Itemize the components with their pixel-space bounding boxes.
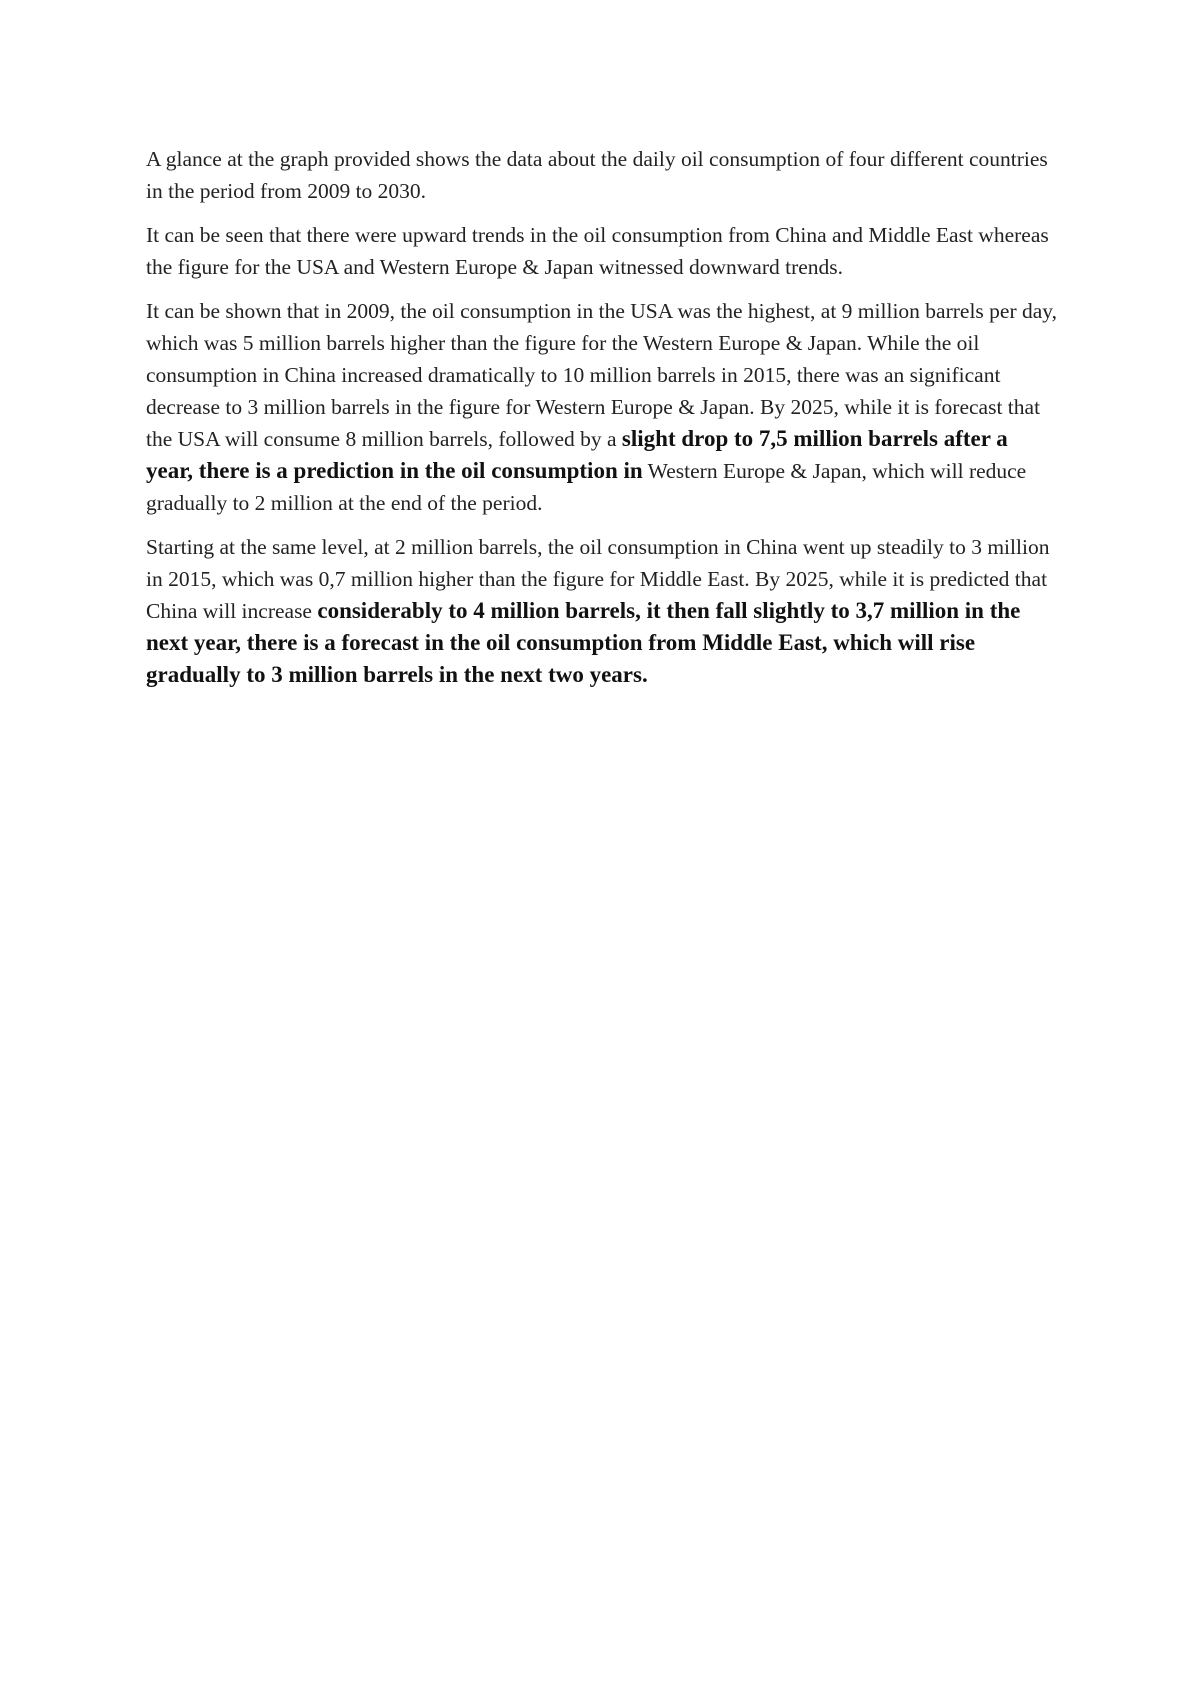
paragraph-overview xyxy=(146,219,1058,283)
paragraph-intro xyxy=(146,143,1058,207)
paragraph-text: A glance at the graph provided shows the data about the daily oil consumption of four different countries in the period from 2009 to 2030. xyxy=(146,147,1048,203)
paragraph-text: Western Europe & Japan, which will reduce gradually to 2 million at the end of the period. xyxy=(146,459,1027,515)
paragraph-text: Starting at the same level, at 2 million barrels, the oil consumption in China went up steadily to 3 million in 2015, which was 0,7 million higher than the figure for Middle East. By 2025, while it is predicted that China will increase xyxy=(146,535,1050,623)
bold-text: slight drop to 7,5 million barrels after a year, there is a prediction in the oil consumption in xyxy=(146,426,1008,483)
document-body xyxy=(146,143,1058,703)
paragraph-usa-europe xyxy=(146,295,1058,519)
paragraph-text: It can be seen that there were upward trends in the oil consumption from China and Middle East whereas the figure for the USA and Western Europe & Japan witnessed downward trends. xyxy=(146,223,1049,279)
bold-text: considerably to 4 million barrels, it then fall slightly to 3,7 million in the next year, there is a forecast in the oil consumption from Middle East, which will rise gradually to 3 million barrels in the next two years. xyxy=(146,598,1021,687)
paragraph-china-middle-east xyxy=(146,531,1058,691)
paragraph-text: It can be shown that in 2009, the oil consumption in the USA was the highest, at 9 million barrels per day, which was 5 million barrels higher than the figure for the Western Europe & Japan. While the oil consumption in China increased dramatically to 10 million barrels in 2015, there was an significant decrease to 3 million barrels in the figure for Western Europe & Japan. By 2025, while it is forecast that the USA will consume 8 million barrels, followed by a xyxy=(146,299,1058,451)
